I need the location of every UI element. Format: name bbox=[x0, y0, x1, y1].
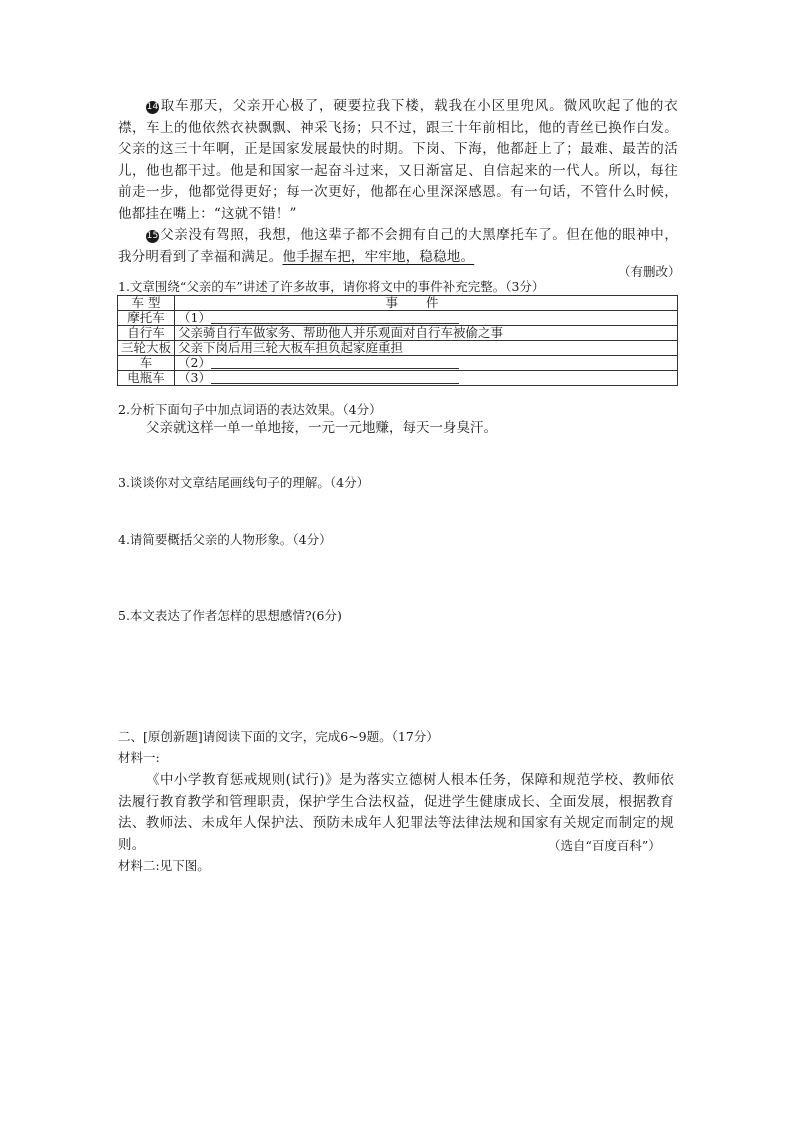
table-header-row bbox=[118, 296, 678, 311]
event-cell: 父亲骑自行车做家务、帮助他人并乐观面对自行车被偷之事 bbox=[175, 326, 678, 341]
table-row bbox=[118, 326, 678, 341]
answer-blank-3[interactable] bbox=[211, 372, 459, 384]
table-row bbox=[118, 356, 678, 371]
paragraph-14 bbox=[118, 96, 678, 225]
header-car-type: 车 型 bbox=[118, 296, 175, 311]
question-2-prompt: 2.分析下面句子中加点词语的表达效果。（4分） bbox=[118, 402, 382, 417]
event-cell: 父亲下岗后用三轮大板车担负起家庭重担 bbox=[175, 341, 678, 356]
table-row bbox=[118, 371, 678, 386]
question-5-prompt: 5.本文表达了作者怎样的思想感情?(6分) bbox=[118, 608, 342, 623]
section-2-title: 二、[原创新题]请阅读下面的文字，完成6~9题。（17分） bbox=[118, 729, 439, 744]
question-3-prompt: 3.谈谈你对文章结尾画线句子的理解。（4分） bbox=[118, 475, 370, 490]
answer-blank-1[interactable] bbox=[211, 312, 459, 324]
question-2-quote: 父亲就这样一单一单地接，一元一元地赚，每天一身臭汗。 bbox=[146, 420, 497, 436]
table-row bbox=[118, 341, 678, 356]
paragraph-number-15: 15 bbox=[146, 231, 159, 241]
header-event: 事件 bbox=[175, 296, 678, 311]
car-type-cell: 自行车 bbox=[118, 326, 175, 341]
event-cell bbox=[175, 356, 678, 371]
blank-number: （1） bbox=[178, 310, 211, 325]
material-1-text: 《中小学教育惩戒规则(试行)》是为落实立德树人根本任务，保障和规范学校、教师依法履行教育教学和管理职责，保护学生合法权益，促进学生健康成长、全面发展，根据教育法、教师法、未成年人保护法、预防未成年人犯罪法等法律法规和国家有关规定而制定的规则。 bbox=[118, 772, 674, 853]
car-type-cell: 电瓶车 bbox=[118, 371, 175, 386]
material-1-label: 材料一: bbox=[118, 750, 160, 765]
paragraph-15-text: 父亲没有驾照，我想，他这辈子都不会拥有自己的大黑摩托车了。但在他的眼神中，我分明看到了幸福和满足。 bbox=[118, 227, 678, 265]
table-row bbox=[118, 311, 678, 326]
paragraph-15 bbox=[118, 225, 678, 268]
event-cell bbox=[175, 371, 678, 386]
blank-number: （3） bbox=[178, 370, 211, 385]
car-type-cell: 车 bbox=[118, 356, 175, 371]
blank-number: （2） bbox=[178, 355, 211, 370]
paragraph-14-text: 取车那天，父亲开心极了，硬要拉我下楼，载我在小区里兜风。微风吹起了他的衣襟，车上的他依然衣袂飘飘、神采飞扬；只不过，跟三十年前相比，他的青丝已换作白发。父亲的这三十年啊，正是国家发展最快的时期。下岗、下海，他都赶上了；最难、最苦的活儿，他也都干过。他是和国家一起奋斗过来，又日渐富足、自信起来的一代人。所以，每往前走一步，他都觉得更好；每一次更好，他都在心里深深感恩。有一句话，不管什么时候，他都挂在嘴上：“这就不错！” bbox=[118, 98, 678, 222]
answer-blank-2[interactable] bbox=[211, 357, 459, 369]
question-1-prompt: 1.文章围绕“父亲的车”讲述了许多故事，请你将文中的事件补充完整。（3分） bbox=[118, 279, 545, 294]
car-type-cell: 摩托车 bbox=[118, 311, 175, 326]
question-4-prompt: 4.请简要概括父亲的人物形象。（4分） bbox=[118, 532, 332, 547]
event-cell bbox=[175, 311, 678, 326]
material-1-source: （选自“百度百科”） bbox=[548, 838, 661, 853]
event-table bbox=[117, 295, 678, 386]
source-note: （有删改） bbox=[618, 264, 681, 279]
material-2-label: 材料二:见下图。 bbox=[118, 858, 210, 873]
car-type-cell: 三轮大板 bbox=[118, 341, 175, 356]
paragraph-number-14: 14 bbox=[146, 102, 159, 112]
underlined-sentence: 他手握车把，牢牢地，稳稳地。 bbox=[282, 248, 475, 265]
